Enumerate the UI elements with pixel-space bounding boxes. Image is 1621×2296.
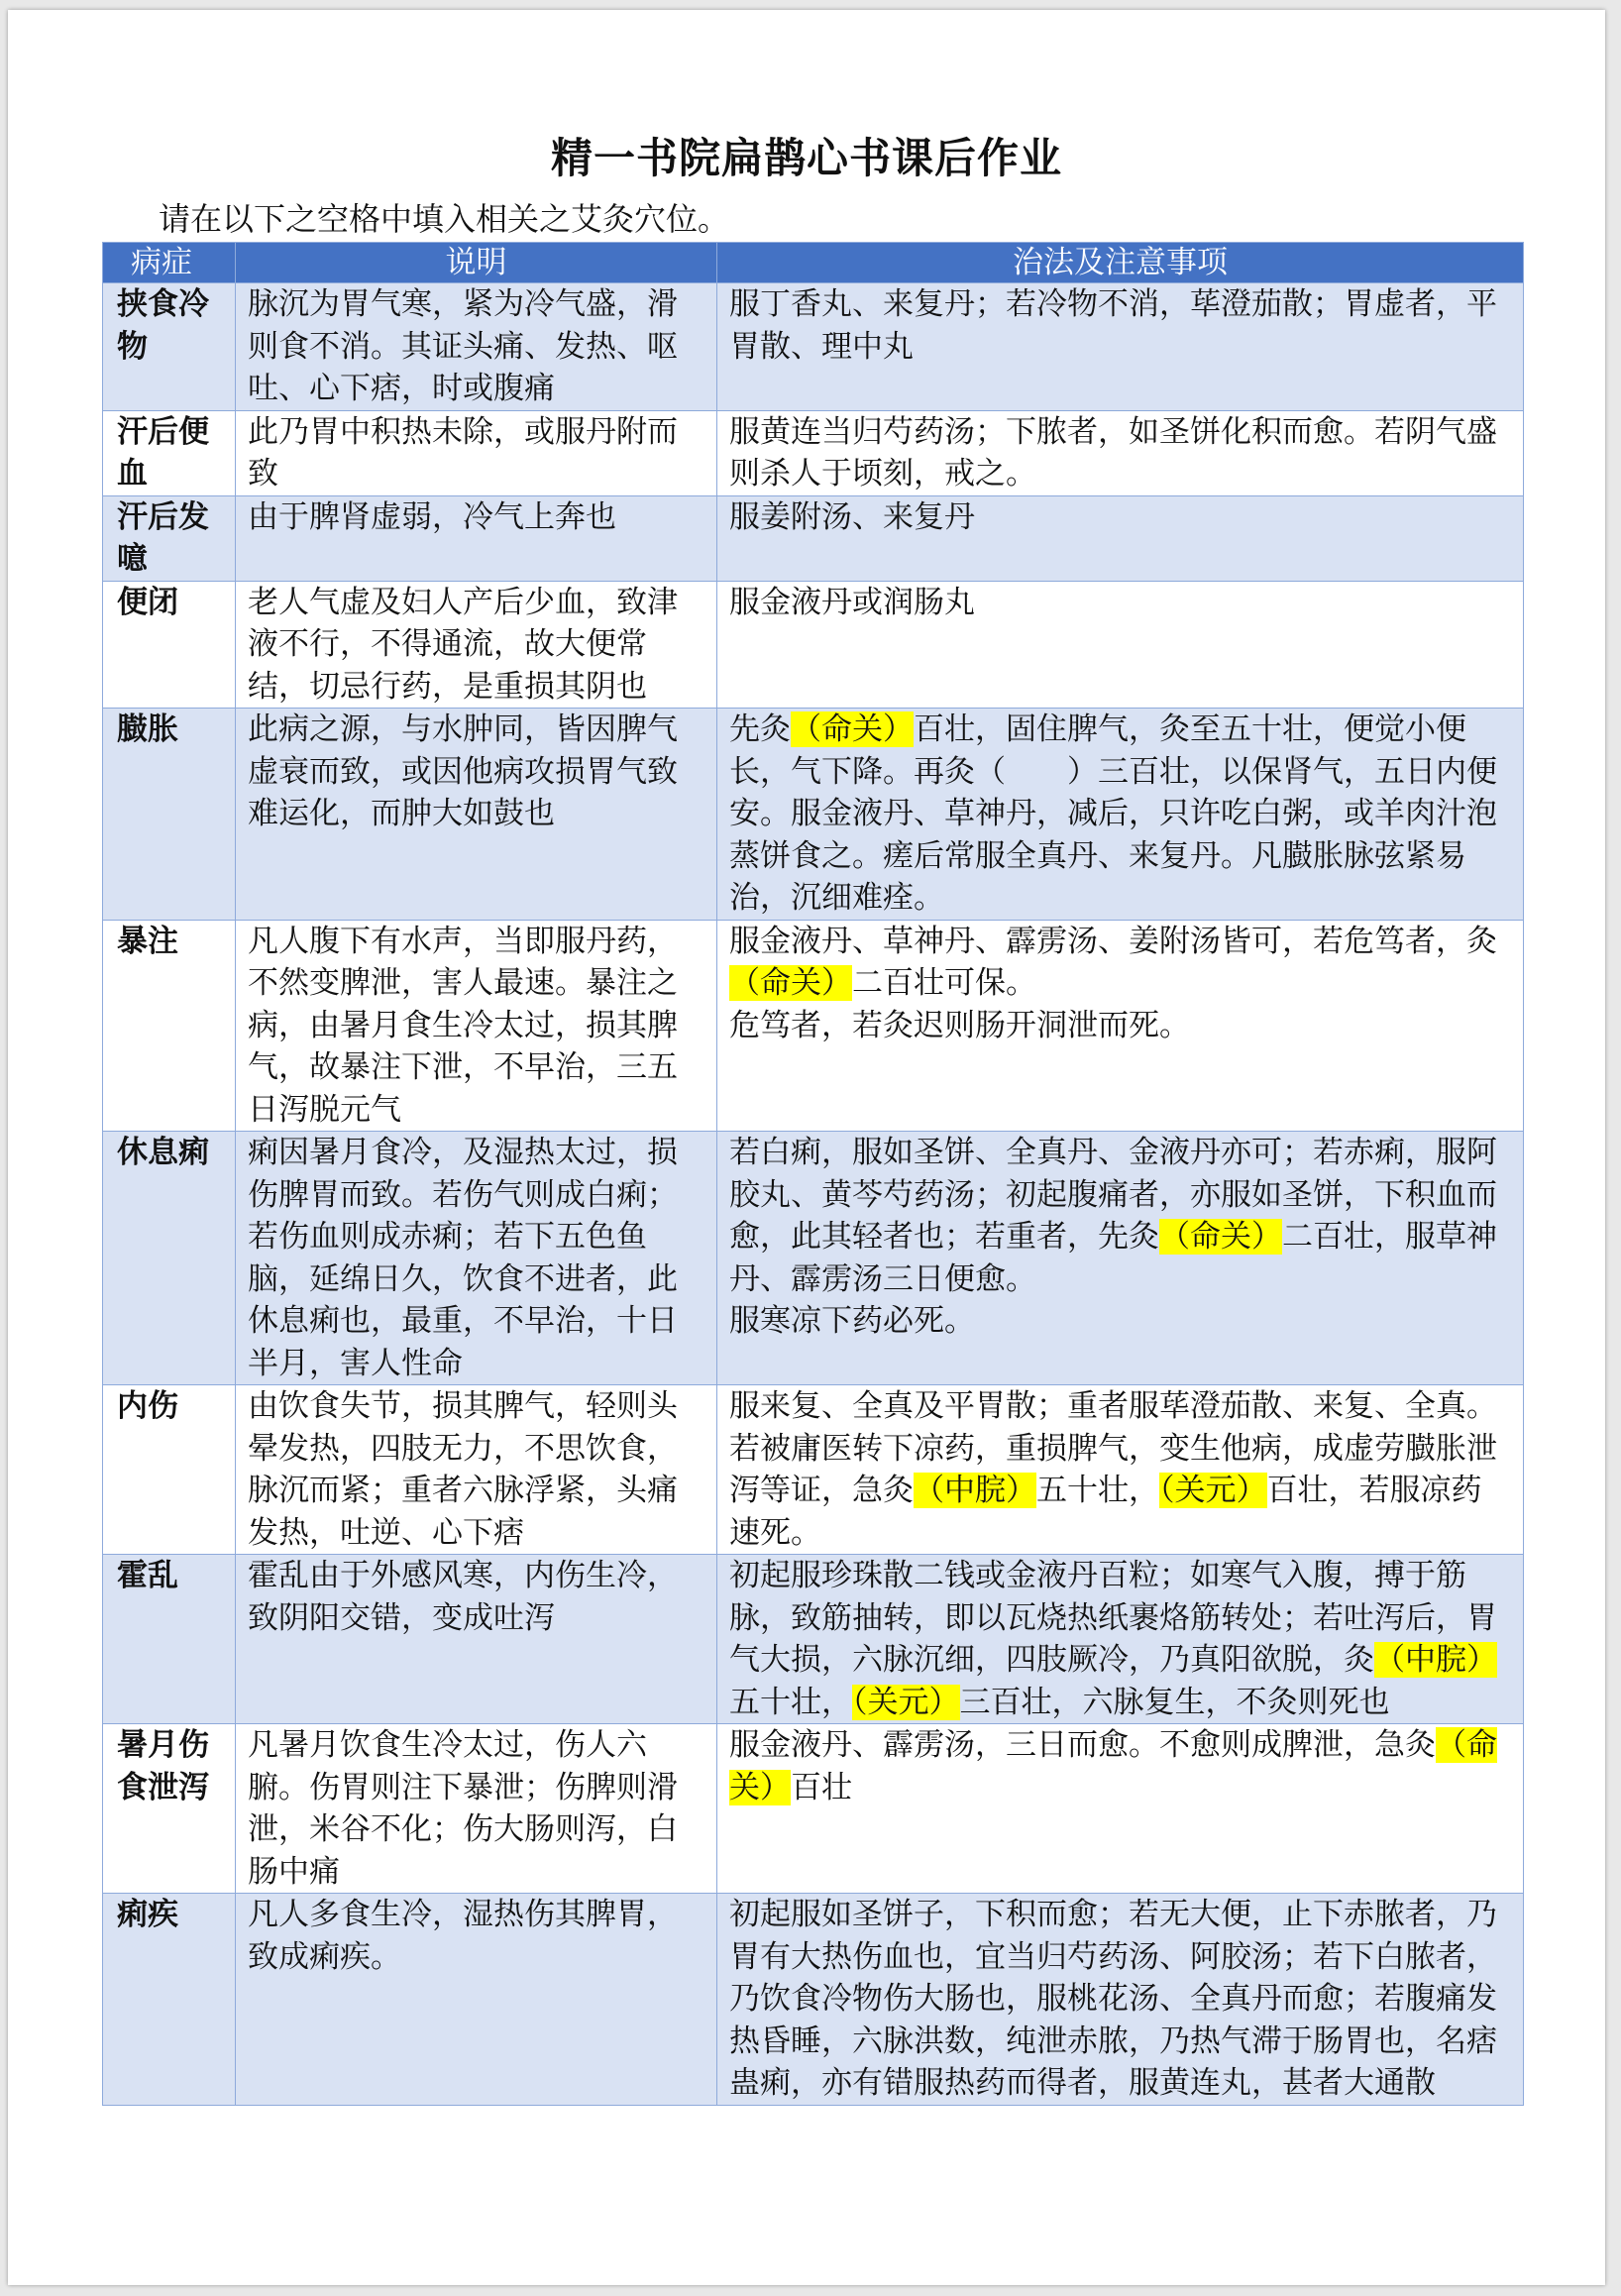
treatment-cell (717, 1132, 1524, 1385)
treatment-text: 二百壮可保。 (852, 965, 1036, 1001)
table-row (103, 283, 1524, 411)
description-cell: 此病之源，与水肿同，皆因脾气虚衰而致，或因他病攻损胃气致难运化，而肿大如鼓也 (236, 709, 717, 921)
treatment-paragraph (729, 1005, 1511, 1047)
treatment-text: 三百壮，六脉复生，不灸则死也 (959, 1684, 1390, 1720)
treatment-text: 百壮 (791, 1769, 852, 1805)
treatment-paragraph (729, 1385, 1511, 1554)
description-cell: 此乃胃中积热未除，或服丹附而致 (236, 410, 717, 495)
treatment-text: 服金液丹或润肠丸 (729, 584, 975, 620)
treatment-text: 初起服珍珠散二钱或金液丹百粒；如寒气入腹，搏于筋脉，致筋抽转，即以瓦烧热纸裹烙筋转处；若吐泻后，胃气大损，六脉沉细，四肢厥冷，乃真阳欲脱，灸 (729, 1558, 1497, 1678)
page-title: 精一书院扁鹊心书课后作业 (550, 134, 1062, 182)
disease-cell: 暴注 (103, 920, 236, 1132)
treatment-text: 服寒凉下药必死。 (729, 1303, 975, 1339)
disease-cell: 内伤 (103, 1385, 236, 1555)
table-row (103, 1385, 1524, 1555)
disease-cell: 臌胀 (103, 709, 236, 921)
table-row (103, 1894, 1524, 2106)
disease-cell: 便闭 (103, 581, 236, 709)
treatment-cell (717, 581, 1524, 709)
treatment-cell (717, 709, 1524, 921)
table-row (103, 495, 1524, 581)
table-body (103, 283, 1524, 2106)
homework-table (102, 242, 1524, 2106)
description-cell: 凡人腹下有水声，当即服丹药，不然变脾泄，害人最速。暴注之病，由暑月食生冷太过，损其脾气，故暴注下泄，不早治，三五日泻脱元气 (236, 920, 717, 1132)
treatment-text: 服姜附汤、来复丹 (729, 498, 975, 535)
treatment-text: 服丁香丸、来复丹；若冷物不消，荜澄茄散；胃虚者，平胃散、理中丸 (729, 286, 1497, 365)
treatment-text: 服金液丹、草神丹、霹雳汤、姜附汤皆可，若危笃者，灸 (729, 923, 1497, 959)
treatment-text: 若白痢，服如圣饼、全真丹、金液丹亦可；若赤痢，服阿胶丸、黄芩芍药汤；初起腹痛者，亦服如圣饼，下积血而愈，此其轻者也；若重者，先灸 (729, 1135, 1497, 1255)
description-cell: 老人气虚及妇人产后少血，致津液不行，不得通流，故大便常结，切忌行药，是重损其阴也 (236, 581, 717, 709)
treatment-paragraph (729, 709, 1511, 920)
treatment-text: 二百壮，服草神丹、霹雳汤三日便愈。 (729, 1219, 1497, 1297)
description-cell: 脉沉为胃气寒，紧为冷气盛，滑则食不消。其证头痛、发热、呕吐、心下痞，时或腹痛 (236, 283, 717, 411)
treatment-text: 服来复、全真及平胃散；重者服荜澄茄散、来复、全真。若被庸医转下凉药，重损脾气，变生他病，成虚劳臌胀泄泻等证，急灸 (729, 1388, 1497, 1508)
acupoint-answer[interactable]: （命关） (729, 1727, 1497, 1805)
treatment-paragraph (729, 496, 1511, 539)
disease-cell: 挟食冷物 (103, 283, 236, 411)
treatment-cell (717, 283, 1524, 411)
table-header-row (103, 243, 1524, 283)
table-row (103, 1724, 1524, 1894)
treatment-text: 五十壮， (729, 1684, 852, 1720)
treatment-text: 危笃者，若灸迟则肠开洞泄而死。 (729, 1007, 1190, 1043)
acupoint-answer[interactable]: （关元） (1159, 1473, 1267, 1508)
disease-cell: 休息痢 (103, 1132, 236, 1385)
document-page (8, 10, 1605, 2285)
treatment-paragraph (729, 1132, 1511, 1300)
treatment-cell (717, 920, 1524, 1132)
treatment-paragraph (729, 283, 1511, 368)
treatment-text: 先灸 (729, 711, 791, 747)
treatment-cell (717, 410, 1524, 495)
treatment-paragraph (729, 411, 1511, 495)
header-treatment: 治法及注意事项 (717, 243, 1524, 283)
description-cell: 由于脾肾虚弱，冷气上奔也 (236, 495, 717, 581)
treatment-cell (717, 1555, 1524, 1724)
disease-cell: 汗后发噫 (103, 495, 236, 581)
table-row (103, 920, 1524, 1132)
acupoint-answer[interactable]: （命关） (1159, 1219, 1282, 1255)
treatment-paragraph (729, 1300, 1511, 1343)
table-row (103, 1555, 1524, 1724)
acupoint-answer[interactable]: （中脘） (1374, 1642, 1497, 1678)
treatment-text: 百壮，固住脾气，灸至五十壮，便觉小便长，气下降。再灸（ ）三百壮，以保肾气，五日内便安。服金液丹、草神丹，减后，只许吃白粥，或羊肉汁泡蒸饼食之。瘥后常服全真丹、来复丹。凡臌胀脉弦紧易治，沉细难痊。 (729, 711, 1497, 916)
instruction-text: 请在以下之空格中填入相关之艾灸穴位。 (159, 200, 730, 238)
disease-cell: 霍乱 (103, 1555, 236, 1724)
treatment-text: 服金液丹、霹雳汤，三日而愈。不愈则成脾泄，急灸 (729, 1727, 1436, 1763)
disease-cell: 汗后便血 (103, 410, 236, 495)
table-row (103, 709, 1524, 921)
treatment-paragraph (729, 582, 1511, 624)
treatment-text: 初起服如圣饼子，下积而愈；若无大便，止下赤脓者，乃胃有大热伤血也，宜当归芍药汤、阿胶汤；若下白脓者，乃饮食冷物伤大肠也，服桃花汤、全真丹而愈；若腹痛发热昏睡，六脉洪数，纯泄赤脓，乃热气滞于肠胃也，名痞蛊痢，亦有错服热药而得者，服黄连丸，甚者大通散 (729, 1897, 1497, 2101)
description-cell: 霍乱由于外感风寒，内伤生冷，致阴阳交错，变成吐泻 (236, 1555, 717, 1724)
acupoint-answer[interactable]: （命关） (791, 711, 914, 747)
acupoint-answer[interactable]: （命关） (729, 965, 852, 1001)
header-disease: 病症 (103, 243, 236, 283)
disease-cell: 痢疾 (103, 1894, 236, 2106)
treatment-text: 服黄连当归芍药汤；下脓者，如圣饼化积而愈。若阴气盛则杀人于顷刻，戒之。 (729, 413, 1497, 492)
acupoint-answer[interactable]: （中脘） (914, 1473, 1036, 1508)
disease-cell: 暑月伤食泄泻 (103, 1724, 236, 1894)
treatment-text: 百壮，若服凉药速死。 (729, 1473, 1482, 1551)
acupoint-answer[interactable]: （关元） (852, 1684, 960, 1720)
treatment-paragraph (729, 1555, 1511, 1723)
treatment-cell (717, 1724, 1524, 1894)
treatment-paragraph (729, 921, 1511, 1005)
treatment-cell (717, 1385, 1524, 1555)
table-row (103, 410, 1524, 495)
header-description: 说明 (236, 243, 717, 283)
description-cell: 凡暑月饮食生冷太过，伤人六腑。伤胃则注下暴泄；伤脾则滑泄，米谷不化；伤大肠则泻，白肠中痛 (236, 1724, 717, 1894)
table-row (103, 581, 1524, 709)
treatment-text: 五十壮， (1036, 1473, 1159, 1508)
description-cell: 痢因暑月食冷，及湿热太过，损伤脾胃而致。若伤气则成白痢；若伤血则成赤痢；若下五色鱼脑，延绵日久，饮食不进者，此休息痢也，最重，不早治，十日半月，害人性命 (236, 1132, 717, 1385)
table-row (103, 1132, 1524, 1385)
treatment-cell (717, 495, 1524, 581)
description-cell: 由饮食失节，损其脾气，轻则头晕发热，四肢无力，不思饮食，脉沉而紧；重者六脉浮紧，头痛发热，吐逆、心下痞 (236, 1385, 717, 1555)
description-cell: 凡人多食生冷，湿热伤其脾胃，致成痢疾。 (236, 1894, 717, 2106)
treatment-cell (717, 1894, 1524, 2106)
treatment-paragraph (729, 1724, 1511, 1808)
treatment-paragraph (729, 1894, 1511, 2105)
